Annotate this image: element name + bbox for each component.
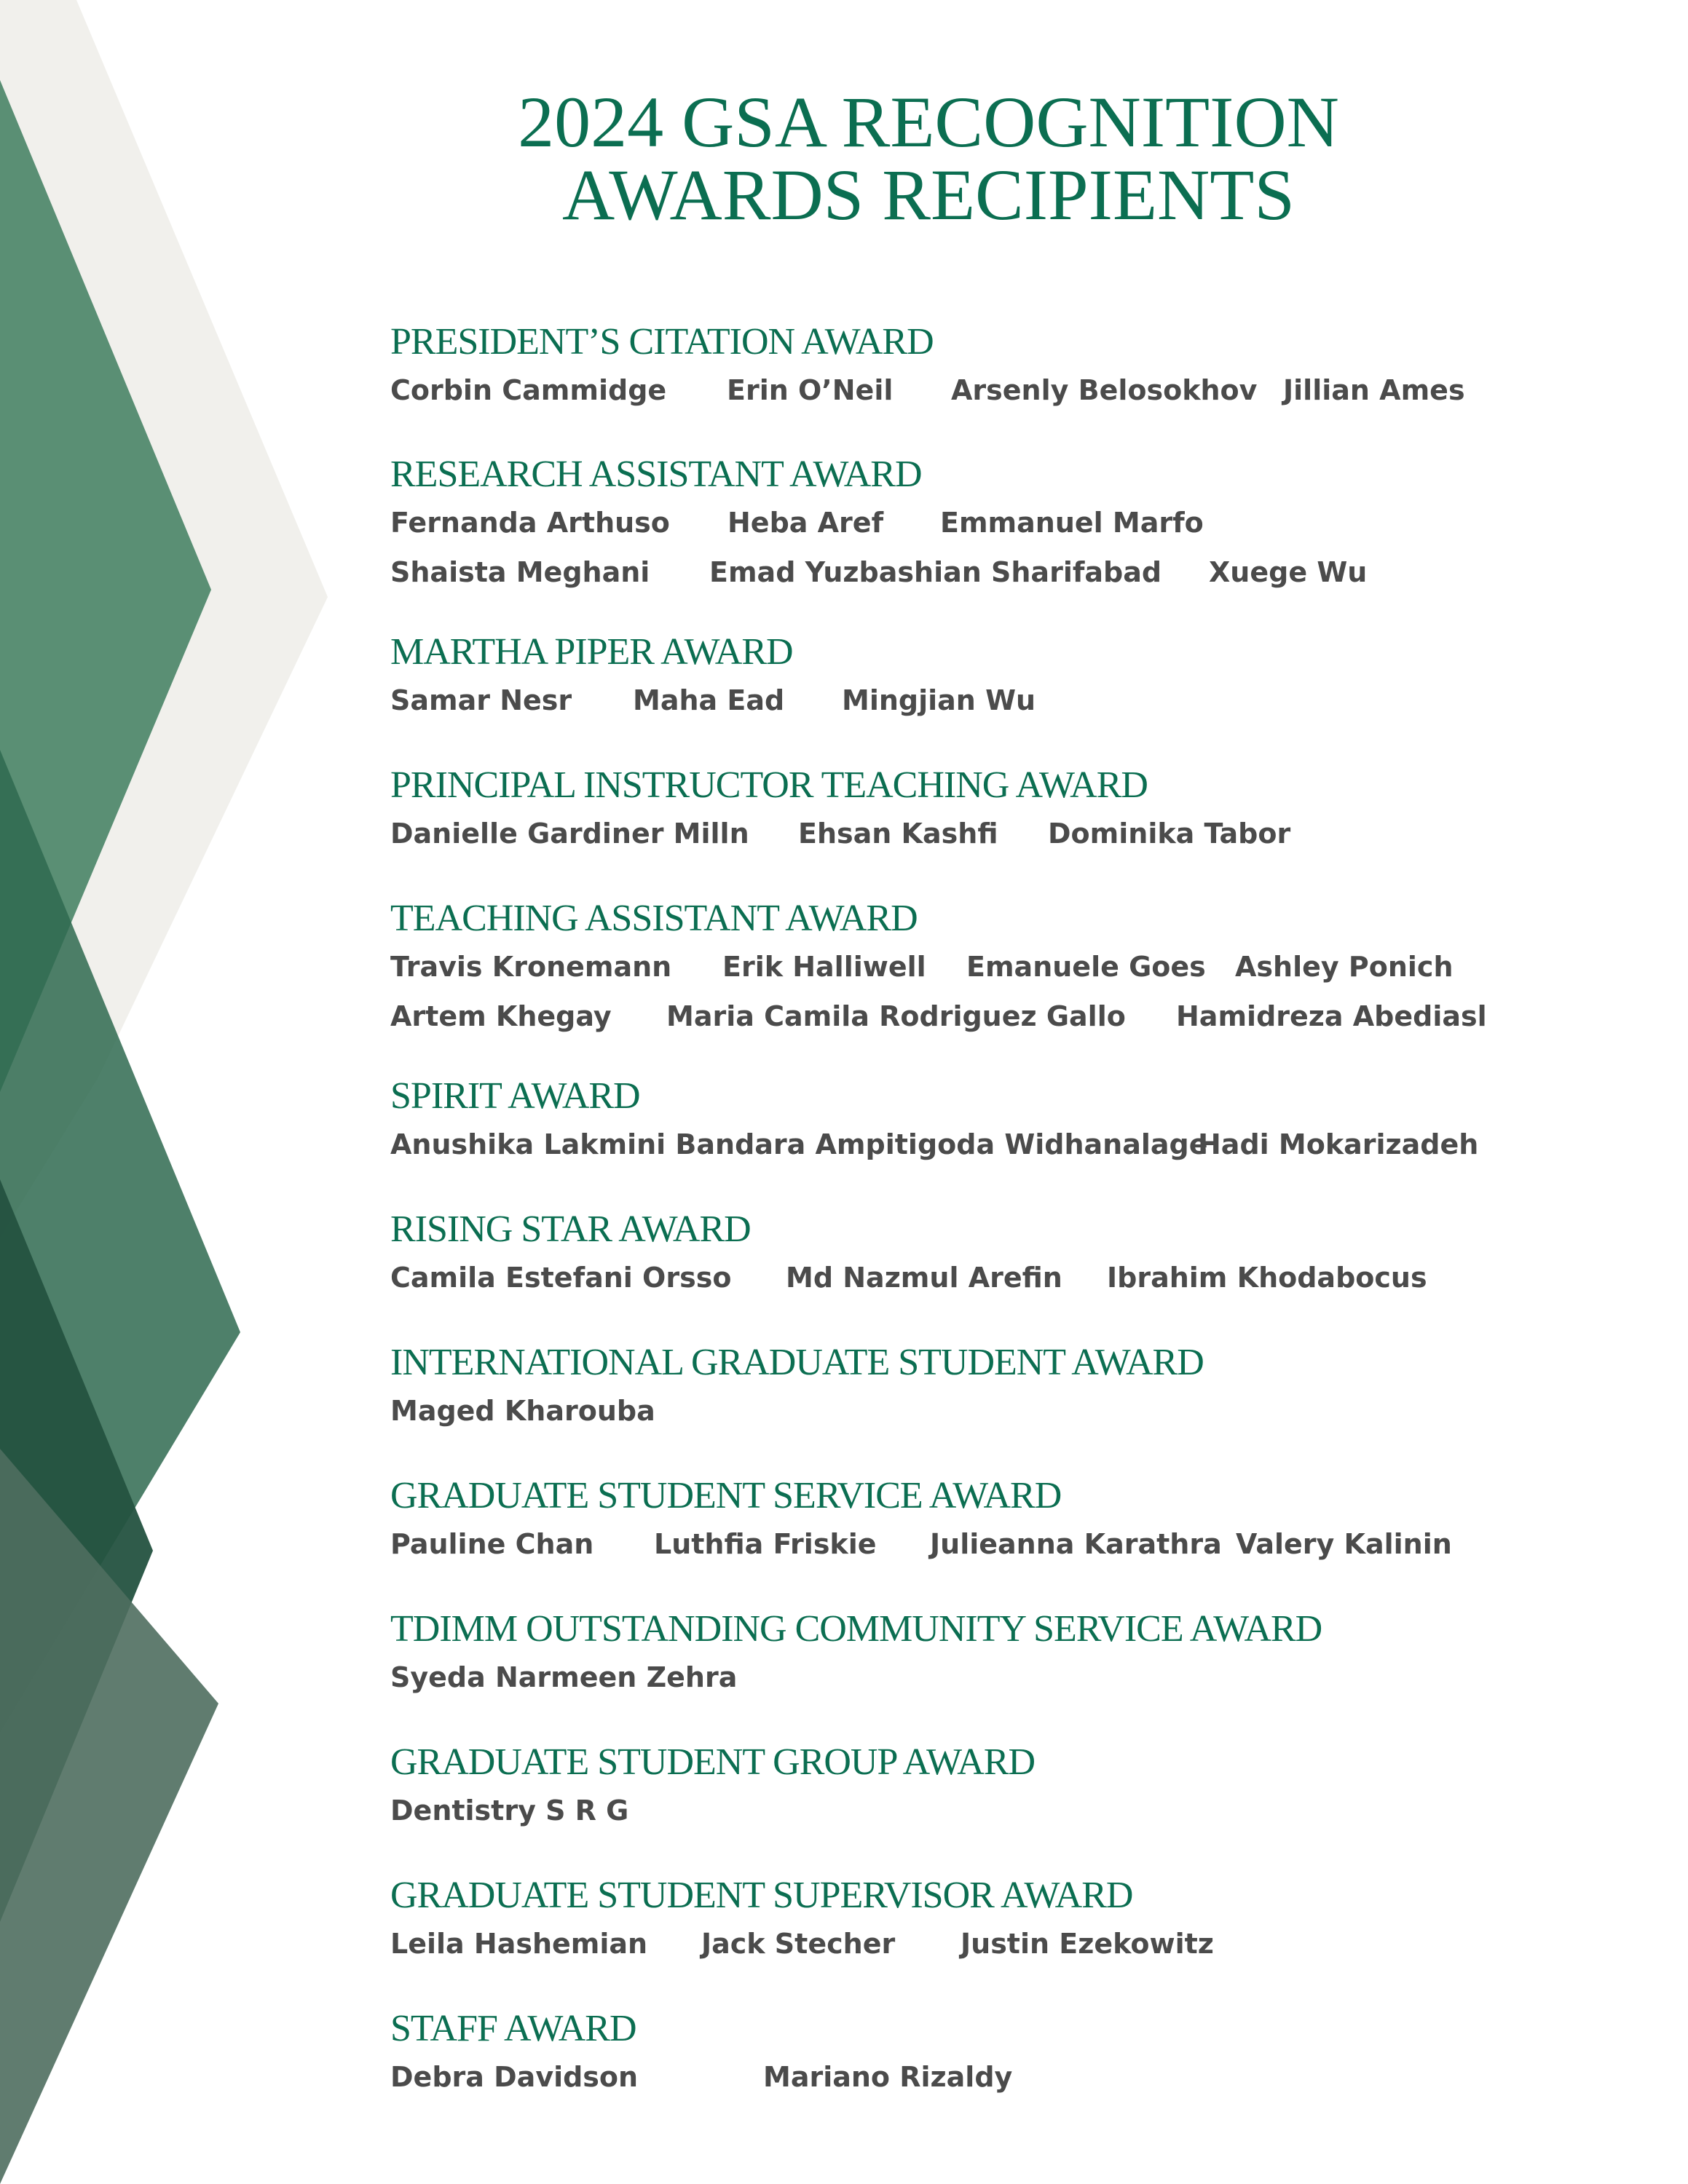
- recipient-name: Maha Ead: [633, 684, 785, 716]
- recipient-row: [390, 1790, 1035, 1834]
- award-title: SPIRIT AWARD: [390, 1075, 640, 1117]
- recipient-name: Jillian Ames: [1283, 374, 1465, 406]
- recipient-row: [390, 996, 1487, 1040]
- recipient-name: Julieanna Karathra: [930, 1528, 1222, 1560]
- award-section: [390, 1075, 1479, 1168]
- recipient-name: Justin Ezekowitz: [961, 1928, 1214, 1960]
- award-section: [390, 1341, 1204, 1434]
- recipient-row: [390, 370, 1465, 414]
- award-section: [390, 1741, 1035, 1834]
- recipient-name: Corbin Cammidge: [390, 374, 667, 406]
- recipient-name: Luthfia Friskie: [654, 1528, 877, 1560]
- award-section: [390, 1607, 1322, 1701]
- recipient-name: Debra Davidson: [390, 2061, 639, 2093]
- recipient-name: Hamidreza Abediasl: [1176, 1000, 1487, 1032]
- recipient-row: [390, 1257, 1427, 1301]
- page-title-line-2: AWARDS RECIPIENTS: [562, 154, 1295, 235]
- recipient-name: Emmanuel Marfo: [940, 507, 1204, 539]
- recipient-row: [390, 502, 1204, 546]
- recipient-name: Shaista Meghani: [390, 556, 650, 588]
- recipient-name: Ehsan Kashfi: [798, 818, 998, 850]
- recipient-name: Dominika Tabor: [1048, 818, 1291, 850]
- recipient-name: Xuege Wu: [1209, 556, 1368, 588]
- recipient-name: Samar Nesr: [390, 684, 572, 716]
- recipient-name: Ibrahim Khodabocus: [1107, 1262, 1427, 1294]
- recipient-name: Heba Aref: [727, 507, 884, 539]
- recipient-row: [390, 552, 1368, 596]
- recipient-name: Syeda Narmeen Zehra: [390, 1661, 738, 1693]
- recipient-name: Erik Halliwell: [722, 951, 926, 983]
- recipient-name: Maged Kharouba: [390, 1395, 655, 1427]
- recipient-row: [390, 1923, 1214, 1967]
- recipient-name: Valery Kalinin: [1236, 1528, 1452, 1560]
- recipient-name: Danielle Gardiner Milln: [390, 818, 749, 850]
- recipient-name: Camila Estefani Orsso: [390, 1262, 732, 1294]
- award-section: [390, 764, 1291, 857]
- award-title: INTERNATIONAL GRADUATE STUDENT AWARD: [390, 1342, 1204, 1383]
- award-title: GRADUATE STUDENT GROUP AWARD: [390, 1741, 1036, 1783]
- recipient-row: [390, 1124, 1479, 1168]
- award-section: [390, 320, 1465, 414]
- recipient-row: [390, 1390, 1204, 1434]
- recipient-name: Dentistry S R G: [390, 1795, 629, 1827]
- award-title: RISING STAR AWARD: [390, 1208, 751, 1250]
- award-section: [390, 1874, 1214, 1967]
- award-title: GRADUATE STUDENT SERVICE AWARD: [390, 1475, 1062, 1516]
- recipient-name: Emad Yuzbashian Sharifabad: [709, 556, 1162, 588]
- award-title: RESEARCH ASSISTANT AWARD: [390, 454, 922, 495]
- recipient-name: Arsenly Belosokhov: [951, 374, 1258, 406]
- recipient-name: Travis Kronemann: [390, 951, 672, 983]
- recipient-name: Fernanda Arthuso: [390, 507, 670, 539]
- recipient-name: Ashley Ponich: [1235, 951, 1454, 983]
- recipient-row: [390, 1657, 1322, 1701]
- recipient-row: [390, 1524, 1452, 1567]
- recipient-name: Maria Camila Rodriguez Gallo: [666, 1000, 1126, 1032]
- award-title: TDIMM OUTSTANDING COMMUNITY SERVICE AWARD: [390, 1608, 1322, 1650]
- recipient-row: [390, 680, 1036, 724]
- award-section: [390, 1474, 1452, 1567]
- award-section: [390, 630, 1036, 724]
- recipient-name: Mariano Rizaldy: [763, 2061, 1013, 2093]
- recipient-name: Hadi Mokarizadeh: [1198, 1128, 1479, 1160]
- award-section: [390, 2007, 1013, 2100]
- recipient-name: Emanuele Goes: [966, 951, 1206, 983]
- recipient-name: Anushika Lakmini Bandara Ampitigoda Widhanalage: [390, 1128, 1208, 1160]
- award-section: [390, 897, 1487, 1040]
- award-title: PRINCIPAL INSTRUCTOR TEACHING AWARD: [390, 764, 1148, 806]
- recipient-name: Jack Stecher: [701, 1928, 896, 1960]
- award-section: [390, 453, 1368, 596]
- award-title: GRADUATE STUDENT SUPERVISOR AWARD: [390, 1875, 1133, 1916]
- recipient-name: Pauline Chan: [390, 1528, 594, 1560]
- award-title: TEACHING ASSISTANT AWARD: [390, 898, 918, 939]
- recipient-name: Mingjian Wu: [842, 684, 1036, 716]
- recipient-name: Md Nazmul Arefin: [786, 1262, 1062, 1294]
- award-title: PRESIDENT’S CITATION AWARD: [390, 321, 934, 363]
- recipient-name: Artem Khegay: [390, 1000, 612, 1032]
- recipient-name: Erin O’Neil: [727, 374, 894, 406]
- page-title: [0, 82, 1688, 235]
- recipient-row: [390, 813, 1291, 857]
- recipient-name: Leila Hashemian: [390, 1928, 648, 1960]
- award-title: STAFF AWARD: [390, 2008, 636, 2049]
- recipient-row: [390, 946, 1454, 990]
- award-title: MARTHA PIPER AWARD: [390, 631, 793, 673]
- award-section: [390, 1208, 1427, 1301]
- page-title-line-1: 2024 GSA RECOGNITION: [518, 82, 1339, 162]
- recipient-row: [390, 2057, 1013, 2100]
